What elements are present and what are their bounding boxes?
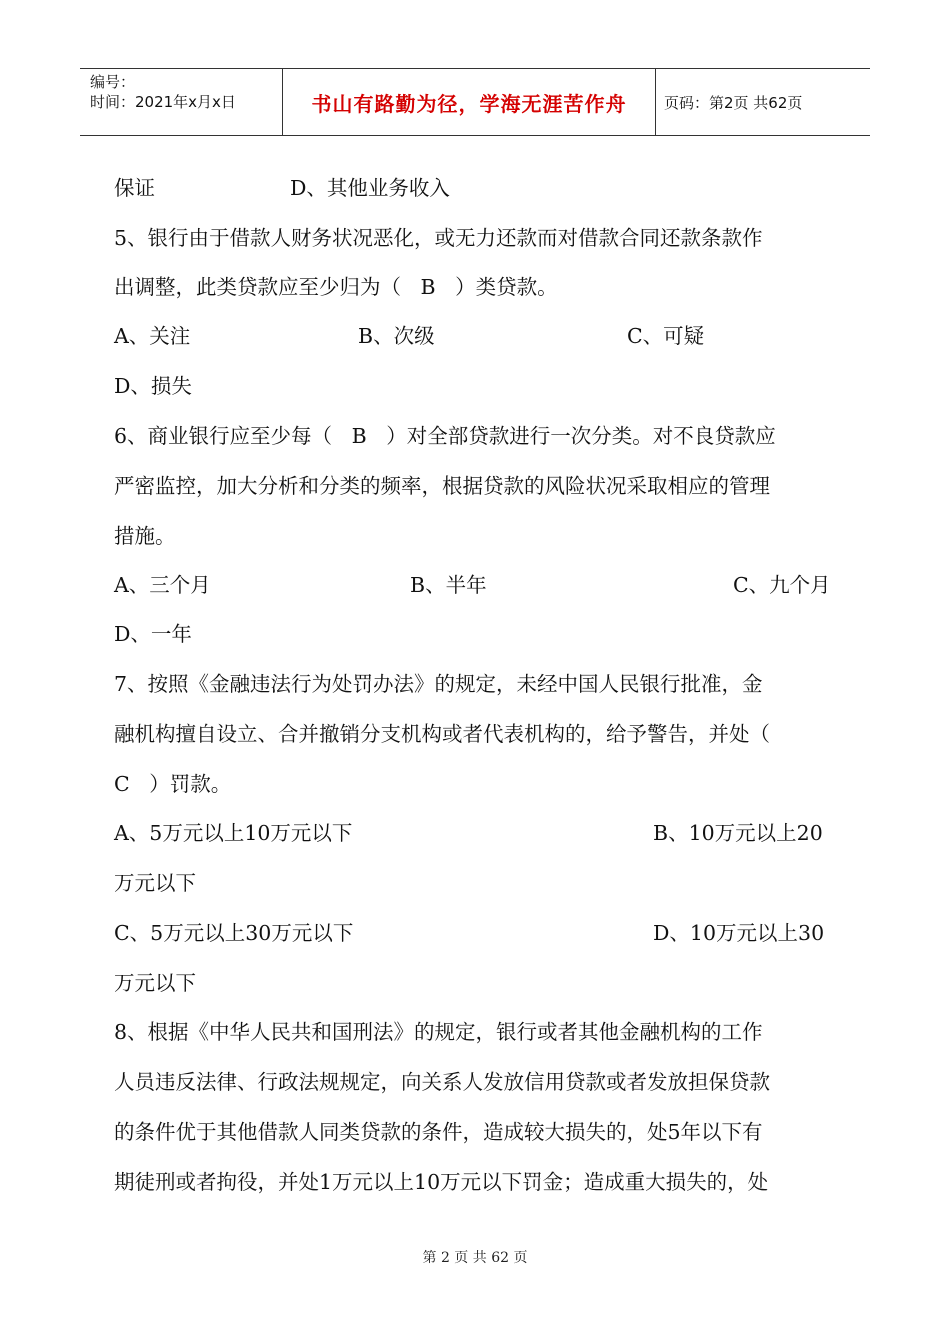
question-7-line-3: C ）罚款。 (114, 772, 232, 796)
option-d: D、其他业务收入 (290, 176, 450, 200)
option-a: A、关注 (114, 324, 191, 348)
option-d: D、10万元以上30 (653, 921, 825, 945)
page-footer: 第 2 页 共 62 页 (422, 1250, 528, 1266)
serial-label: 编号： (90, 73, 136, 91)
question-6-line-3: 措施。 (114, 524, 176, 548)
option-c: C、5万元以上30万元以下 (114, 921, 354, 945)
question-8-line-1: 8、根据《中华人民共和国刑法》的规定，银行或者其他金融机构的工作 (114, 1020, 763, 1044)
option-b-continued: 万元以下 (114, 871, 196, 895)
question-7-line-1: 7、按照《金融违法行为处罚办法》的规定，未经中国人民银行批准，金 (114, 672, 763, 696)
question-5-line-1: 5、银行由于借款人财务状况恶化，或无力还款而对借款合同还款条款作 (114, 226, 763, 250)
option-d-continued: 万元以下 (114, 971, 196, 995)
question-7-line-2: 融机构擅自设立、合并撤销分支机构或者代表机构的，给予警告，并处（ (114, 722, 770, 746)
option-a: A、三个月 (114, 573, 211, 597)
option-a: A、5万元以上10万元以下 (114, 821, 353, 845)
question-5-line-2: 出调整，此类贷款应至少归为（ B ）类贷款。 (114, 275, 558, 299)
header-motto: 书山有路勤为径，学海无涯苦作舟 (282, 69, 656, 135)
text-line: 保证 (114, 176, 155, 200)
option-d: D、一年 (114, 622, 192, 646)
question-8-line-4: 期徒刑或者拘役，并处1万元以上10万元以下罚金；造成重大损失的，处 (114, 1170, 769, 1194)
option-d: D、损失 (114, 374, 192, 398)
header-info (80, 69, 282, 135)
page-header (80, 68, 870, 136)
option-c: C、九个月 (733, 573, 831, 597)
option-b: B、次级 (358, 324, 435, 348)
question-8-line-3: 的条件优于其他借款人同类贷款的条件，造成较大损失的，处5年以下有 (114, 1120, 763, 1144)
date-text: 时间：2021年x月x日 (90, 93, 236, 111)
option-b: B、10万元以上20 (653, 821, 823, 845)
question-6-line-1: 6、商业银行应至少每（ B ）对全部贷款进行一次分类。对不良贷款应 (114, 424, 776, 448)
question-8-line-2: 人员违反法律、行政法规规定，向关系人发放信用贷款或者发放担保贷款 (114, 1070, 770, 1094)
header-page-code: 页码：第2页 共62页 (664, 93, 803, 112)
option-c: C、可疑 (627, 324, 705, 348)
option-b: B、半年 (410, 573, 487, 597)
question-6-line-2: 严密监控，加大分析和分类的频率，根据贷款的风险状况采取相应的管理 (114, 474, 770, 498)
